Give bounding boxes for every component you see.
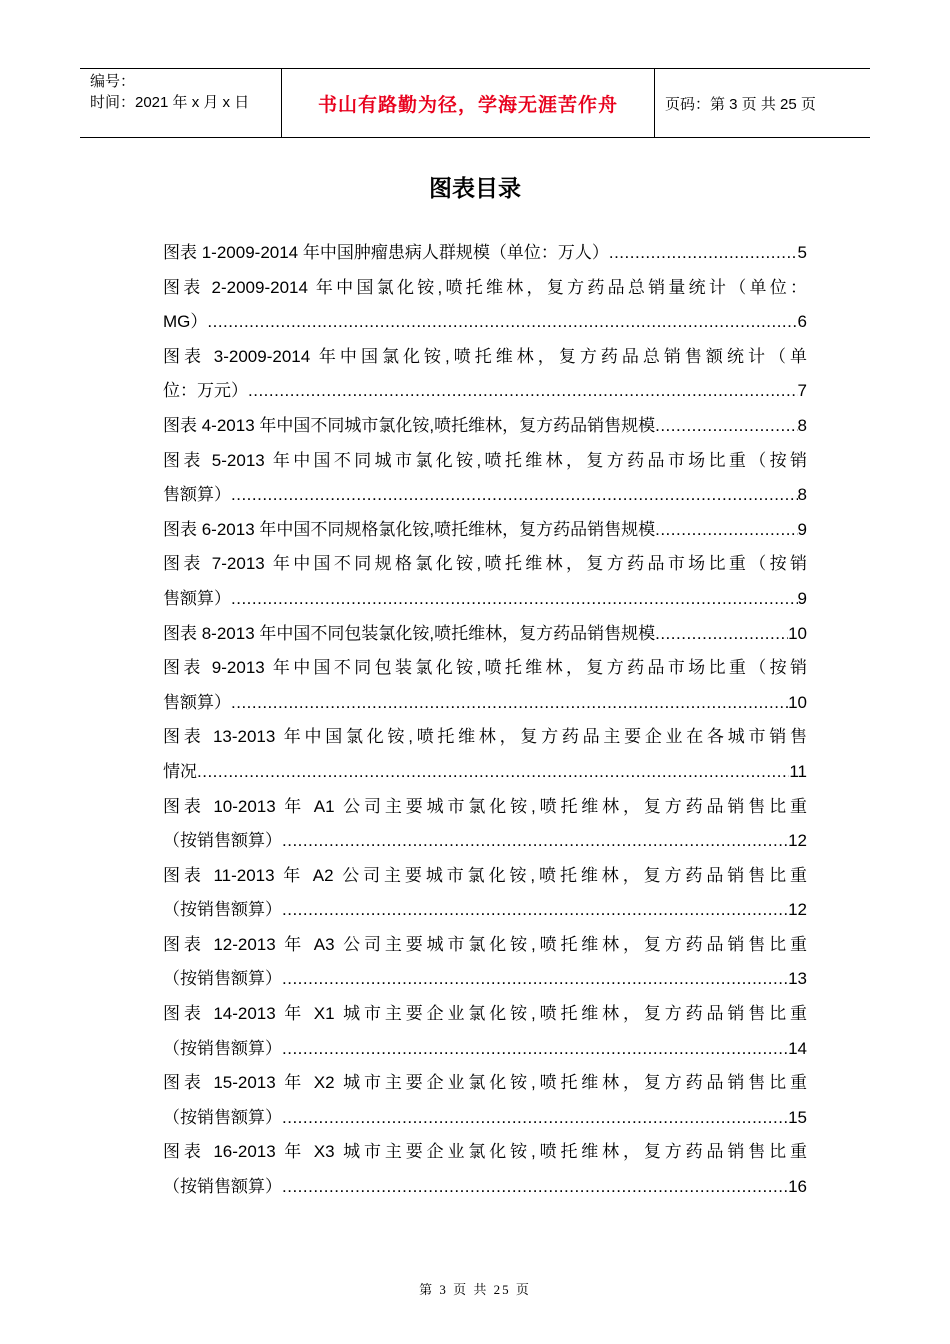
toc-page-number: 7 [797,381,807,401]
toc-entry-text: （按销售额算） [163,969,282,989]
toc-entry-text: （按销售额算） [163,1038,282,1058]
table-of-figures [163,236,807,1205]
toc-entry-line[interactable] [163,1066,807,1101]
toc-page-number: 6 [797,312,807,332]
toc-entry-text: （按销售额算） [163,900,282,920]
toc-entry-line[interactable] [163,893,807,928]
header-meta [80,69,281,137]
toc-page-number: 15 [788,1107,807,1127]
toc-page-number: 12 [788,900,807,920]
date-label: 时间：2021 年 x 月 x 日 [90,94,250,111]
toc-entry-text: 图表 4-2013 年中国不同城市氯化铵,喷托维林，复方药品销售规模 [163,415,656,435]
toc-entry-line[interactable] [163,374,807,409]
toc-page-number: 9 [797,519,807,539]
page-header [80,68,870,138]
dot-leader [655,513,797,548]
toc-entry-text: 图表 13-2013 年中国氯化铵,喷托维林，复方药品主要企业在各城市销售 [163,727,807,747]
dot-leader [282,1032,788,1067]
number-label: 编号： [90,73,136,90]
header-page-info: 页码：第 3 页 共 25 页 [665,95,816,113]
toc-entry-line[interactable] [163,513,807,548]
toc-entry-text: 图表 12-2013 年 A3 公司主要城市氯化铵,喷托维林，复方药品销售比重 [163,934,807,954]
toc-entry-line[interactable] [163,409,807,444]
toc-entry-line[interactable] [163,1135,807,1170]
toc-entry-text: （按销售额算） [163,1107,282,1127]
toc-entry-text: 图表 14-2013 年 X1 城市主要企业氯化铵,喷托维林，复方药品销售比重 [163,1004,807,1024]
toc-entry-text: 情况 [163,761,197,781]
toc-entry-line[interactable] [163,1101,807,1136]
toc-entry-line[interactable] [163,755,807,790]
dot-leader [207,305,797,340]
toc-entry-line[interactable] [163,790,807,825]
dot-leader [282,824,788,859]
dot-leader [248,374,798,409]
toc-entry-line[interactable] [163,997,807,1032]
toc-entry-text: 图表 8-2013 年中国不同包装氯化铵,喷托维林，复方药品销售规模 [163,623,656,643]
toc-entry-line[interactable] [163,582,807,617]
toc-entry-line[interactable] [163,340,807,375]
toc-entry-line[interactable] [163,271,807,306]
toc-entry-text: 图表 1-2009-2014 年中国肿瘤患病人群规模（单位：万人） [163,243,609,262]
toc-page-number: 9 [797,588,807,608]
dot-leader [655,617,788,652]
toc-entry-text: MG） [163,312,208,332]
toc-entry-text: 图表 11-2013 年 A2 公司主要城市氯化铵,喷托维林，复方药品销售比重 [163,865,807,885]
toc-entry-line[interactable] [163,824,807,859]
toc-entry-line[interactable] [163,1170,807,1205]
toc-page-number: 5 [797,243,807,262]
toc-entry-text: 图表 2-2009-2014 年中国氯化铵,喷托维林，复方药品总销量统计（单位： [163,277,807,297]
toc-page-number: 8 [797,415,807,435]
dot-leader [231,582,798,617]
dot-leader [655,409,797,444]
dot-leader [282,1101,788,1136]
toc-entry-text: 图表 10-2013 年 A1 公司主要城市氯化铵,喷托维林，复方药品销售比重 [163,796,807,816]
toc-page-number: 8 [797,485,807,505]
toc-page-number: 10 [788,692,807,712]
toc-page-number: 16 [788,1177,807,1197]
toc-page-number: 11 [789,761,807,781]
header-motto: 书山有路勤为径，学海无涯苦作舟 [281,69,655,137]
toc-entry-text: 售额算） [163,692,231,712]
toc-entry-text: 图表 5-2013 年中国不同城市氯化铵,喷托维林，复方药品市场比重（按销 [163,450,807,470]
toc-entry-text: 售额算） [163,588,231,608]
toc-entry-line[interactable] [163,720,807,755]
toc-entry-line[interactable] [163,236,807,271]
toc-entry-line[interactable] [163,444,807,479]
toc-entry-line[interactable] [163,478,807,513]
toc-entry-line[interactable] [163,547,807,582]
toc-entry-line[interactable] [163,859,807,894]
page-title: 图表目录 [429,176,521,202]
toc-entry-text: 图表 3-2009-2014 年中国氯化铵,喷托维林，复方药品总销售额统计（单 [163,346,807,366]
toc-entry-line[interactable] [163,962,807,997]
toc-page-number: 10 [788,623,807,643]
dot-leader [231,686,788,721]
toc-entry-line[interactable] [163,1032,807,1067]
toc-entry-text: （按销售额算） [163,1177,282,1197]
toc-entry-text: 图表 15-2013 年 X2 城市主要企业氯化铵,喷托维林，复方药品销售比重 [163,1073,807,1093]
dot-leader [282,893,788,928]
dot-leader [282,1170,788,1205]
toc-entry-text: 售额算） [163,485,231,505]
dot-leader [282,962,788,997]
toc-entry-text: 位：万元） [163,381,248,401]
toc-entry-text: 图表 9-2013 年中国不同包装氯化铵,喷托维林，复方药品市场比重（按销 [163,658,807,678]
dot-leader [197,755,789,790]
toc-entry-line[interactable] [163,686,807,721]
toc-page-number: 12 [788,831,807,851]
page-footer: 第 3 页 共 25 页 [419,1282,531,1297]
toc-entry-text: 图表 7-2013 年中国不同规格氯化铵,喷托维林，复方药品市场比重（按销 [163,554,807,574]
dot-leader [609,236,798,271]
toc-entry-line[interactable] [163,651,807,686]
toc-page-number: 14 [788,1038,807,1058]
toc-entry-line[interactable] [163,928,807,963]
toc-entry-text: （按销售额算） [163,831,282,851]
dot-leader [231,478,798,513]
toc-entry-line[interactable] [163,617,807,652]
toc-page-number: 13 [788,969,807,989]
toc-entry-text: 图表 6-2013 年中国不同规格氯化铵,喷托维林，复方药品销售规模 [163,519,656,539]
toc-entry-line[interactable] [163,305,807,340]
toc-entry-text: 图表 16-2013 年 X3 城市主要企业氯化铵,喷托维林，复方药品销售比重 [163,1142,807,1162]
